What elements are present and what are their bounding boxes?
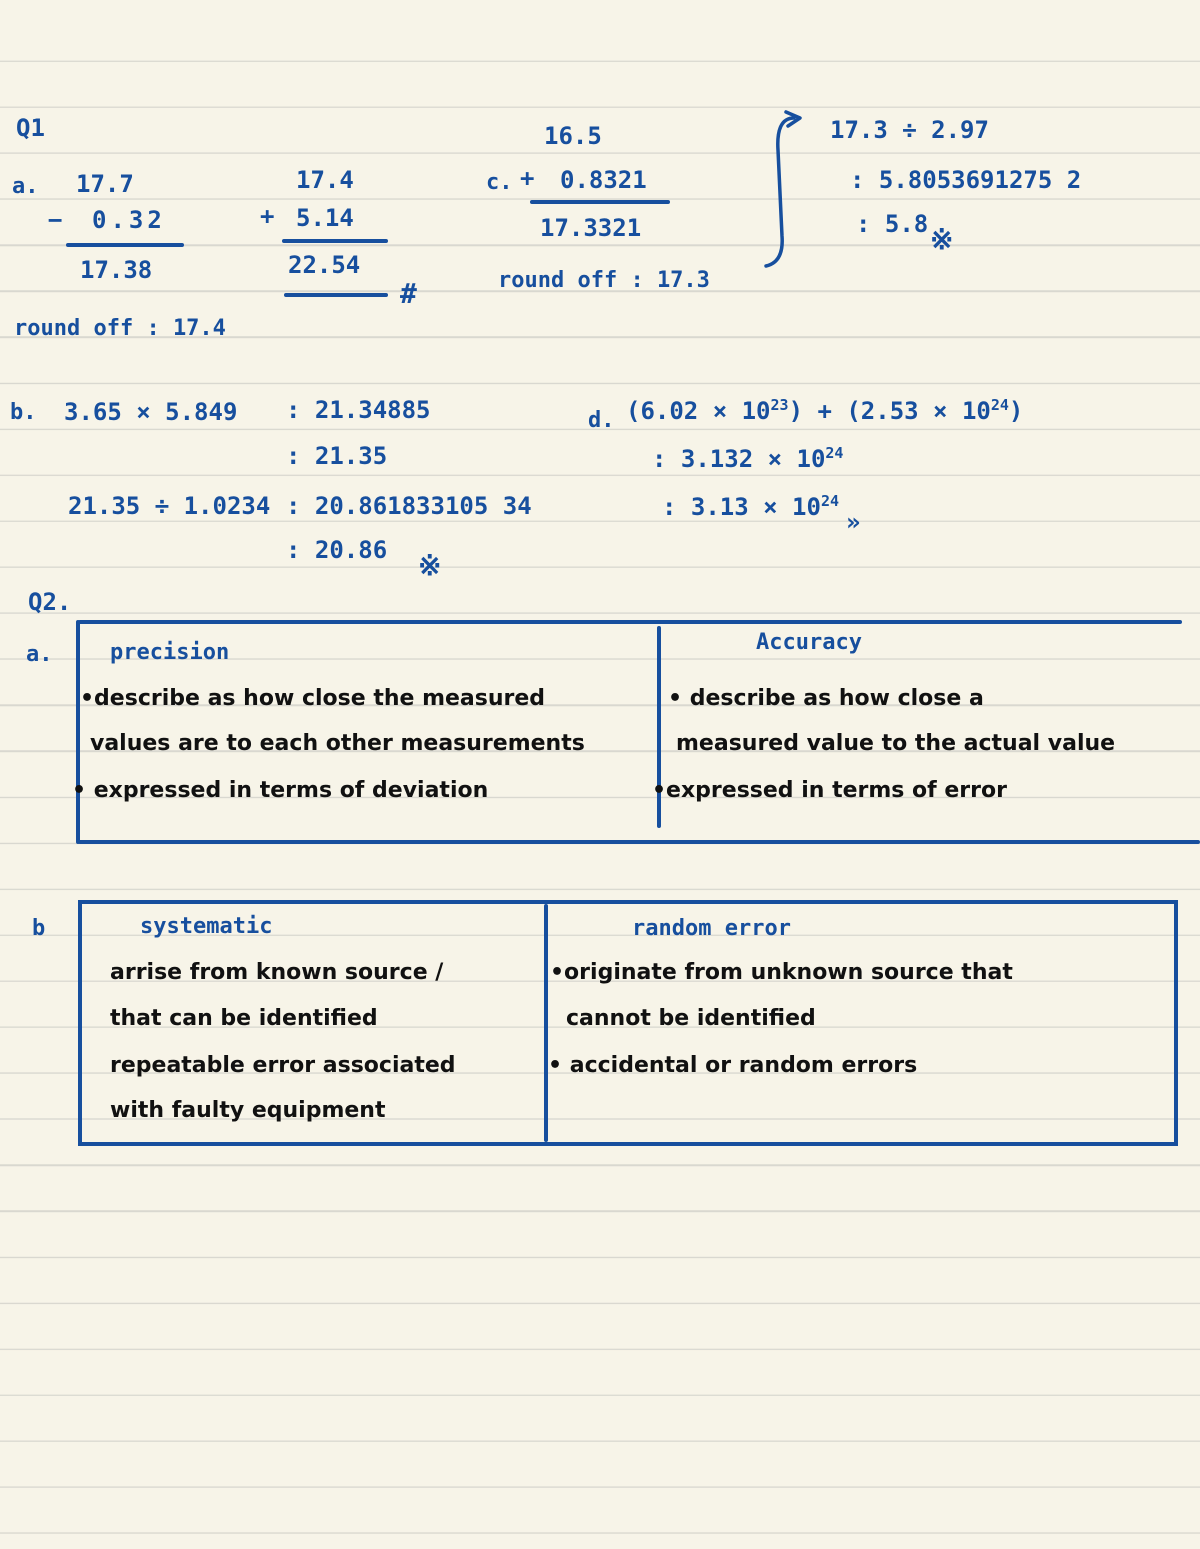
- q2b-right-line-2: cannot be identified: [566, 1006, 816, 1031]
- q1c-div-res2: : 5.8: [856, 210, 929, 238]
- q1c-add-op: +: [520, 164, 535, 192]
- q1a-add-bottom: 5.14: [296, 204, 354, 232]
- q1a-sub-bottom: 0.32: [92, 206, 166, 234]
- q1a-label: a.: [12, 174, 39, 199]
- q1c-div-res1: : 5.8053691275 2: [850, 166, 1082, 194]
- q2a-table-top: [78, 620, 1182, 624]
- q2a-left-heading: precision: [110, 640, 230, 665]
- q2a-left-line-1: •describe as how close the measured: [80, 686, 546, 711]
- q1c-label: c.: [486, 170, 513, 195]
- q1b-star-mark: ※: [418, 549, 442, 582]
- q1b-label: b.: [10, 400, 37, 425]
- q1d-res2-text: : 3.13 × 10: [662, 493, 821, 521]
- q2a-table-left: [76, 620, 80, 844]
- q1d-exp-a: 23: [770, 396, 789, 414]
- q2b-left-line-4: with faulty equipment: [110, 1098, 386, 1123]
- q2a-right-line-3: •expressed in terms of error: [652, 778, 1007, 803]
- q1d-res2-exp: 24: [820, 492, 840, 510]
- q1a-sub-op: −: [48, 206, 63, 234]
- q1a-sub-result: 17.38: [80, 256, 153, 284]
- q1c-round-off: round off : 17.3: [498, 268, 710, 293]
- q1d-res2: [662, 494, 839, 519]
- q1a-round-off: round off : 17.4: [14, 316, 226, 341]
- q1b-div-res2: : 20.86: [286, 536, 388, 564]
- q2b-right-line-1: •originate from unknown source that: [550, 960, 1013, 985]
- q1d-exp-b: 24: [990, 396, 1009, 414]
- q1c-add-top: 16.5: [544, 122, 602, 150]
- q2a-left-line-3: • expressed in terms of deviation: [72, 778, 489, 803]
- q2b-right-heading: random error: [632, 916, 791, 941]
- q2a-right-heading: Accuracy: [756, 630, 862, 655]
- q1-label: Q1: [16, 114, 45, 142]
- q2a-label: a.: [26, 642, 53, 667]
- q1d-mark: »: [846, 508, 861, 536]
- q1b-div-res1: : 20.861833105 34: [286, 492, 532, 520]
- q1b-div-expr: 21.35 ÷ 1.0234: [68, 492, 271, 520]
- q1d-res1-text: : 3.132 × 10: [652, 445, 826, 473]
- q2a-right-line-2: measured value to the actual value: [676, 731, 1116, 756]
- q2a-table-bottom: [78, 840, 1200, 844]
- q1c-add-result: 17.3321: [540, 214, 642, 242]
- q1a-add-top: 17.4: [296, 166, 354, 194]
- q2b-left-line-2: that can be identified: [110, 1006, 378, 1031]
- q1d-expr-a-text: (6.02 × 10: [626, 397, 771, 425]
- q1d-res1: [652, 446, 843, 471]
- q1b-mul-res2: : 21.35: [286, 442, 388, 470]
- q1a-add-result: 22.54: [288, 251, 361, 279]
- q1a-add-op: +: [260, 202, 275, 230]
- q1d-label: d.: [588, 408, 615, 433]
- q1d-expr-c-text: ): [1008, 397, 1024, 425]
- q2a-right-line-1: • describe as how close a: [668, 686, 984, 711]
- q1a-sub-top: 17.7: [76, 170, 134, 198]
- q1d-expr-a: [626, 398, 1023, 423]
- q2b-left-line-1: arrise from known source /: [110, 960, 444, 985]
- q1b-mul-res1: : 21.34885: [286, 396, 431, 424]
- q2b-right-line-3: • accidental or random errors: [548, 1053, 918, 1078]
- q1c-div-expr: 17.3 ÷ 2.97: [830, 116, 989, 144]
- q1c-star-mark: ※: [930, 223, 954, 256]
- q1d-res1-exp: 24: [825, 444, 844, 462]
- q1c-add-bottom: 0.8321: [560, 166, 647, 194]
- q2b-left-heading: systematic: [140, 914, 273, 939]
- q1a-hash-mark: #: [400, 277, 417, 310]
- q2b-left-line-3: repeatable error associated: [110, 1053, 456, 1078]
- q2b-label: b: [32, 916, 46, 941]
- q2a-left-line-2: values are to each other measurements: [90, 731, 585, 756]
- q1d-expr-b-text: ) + (2.53 × 10: [788, 397, 991, 425]
- q1b-mul-expr: 3.65 × 5.849: [64, 398, 238, 426]
- q2-label: Q2.: [28, 588, 72, 616]
- q2b-table-divider: [544, 904, 548, 1142]
